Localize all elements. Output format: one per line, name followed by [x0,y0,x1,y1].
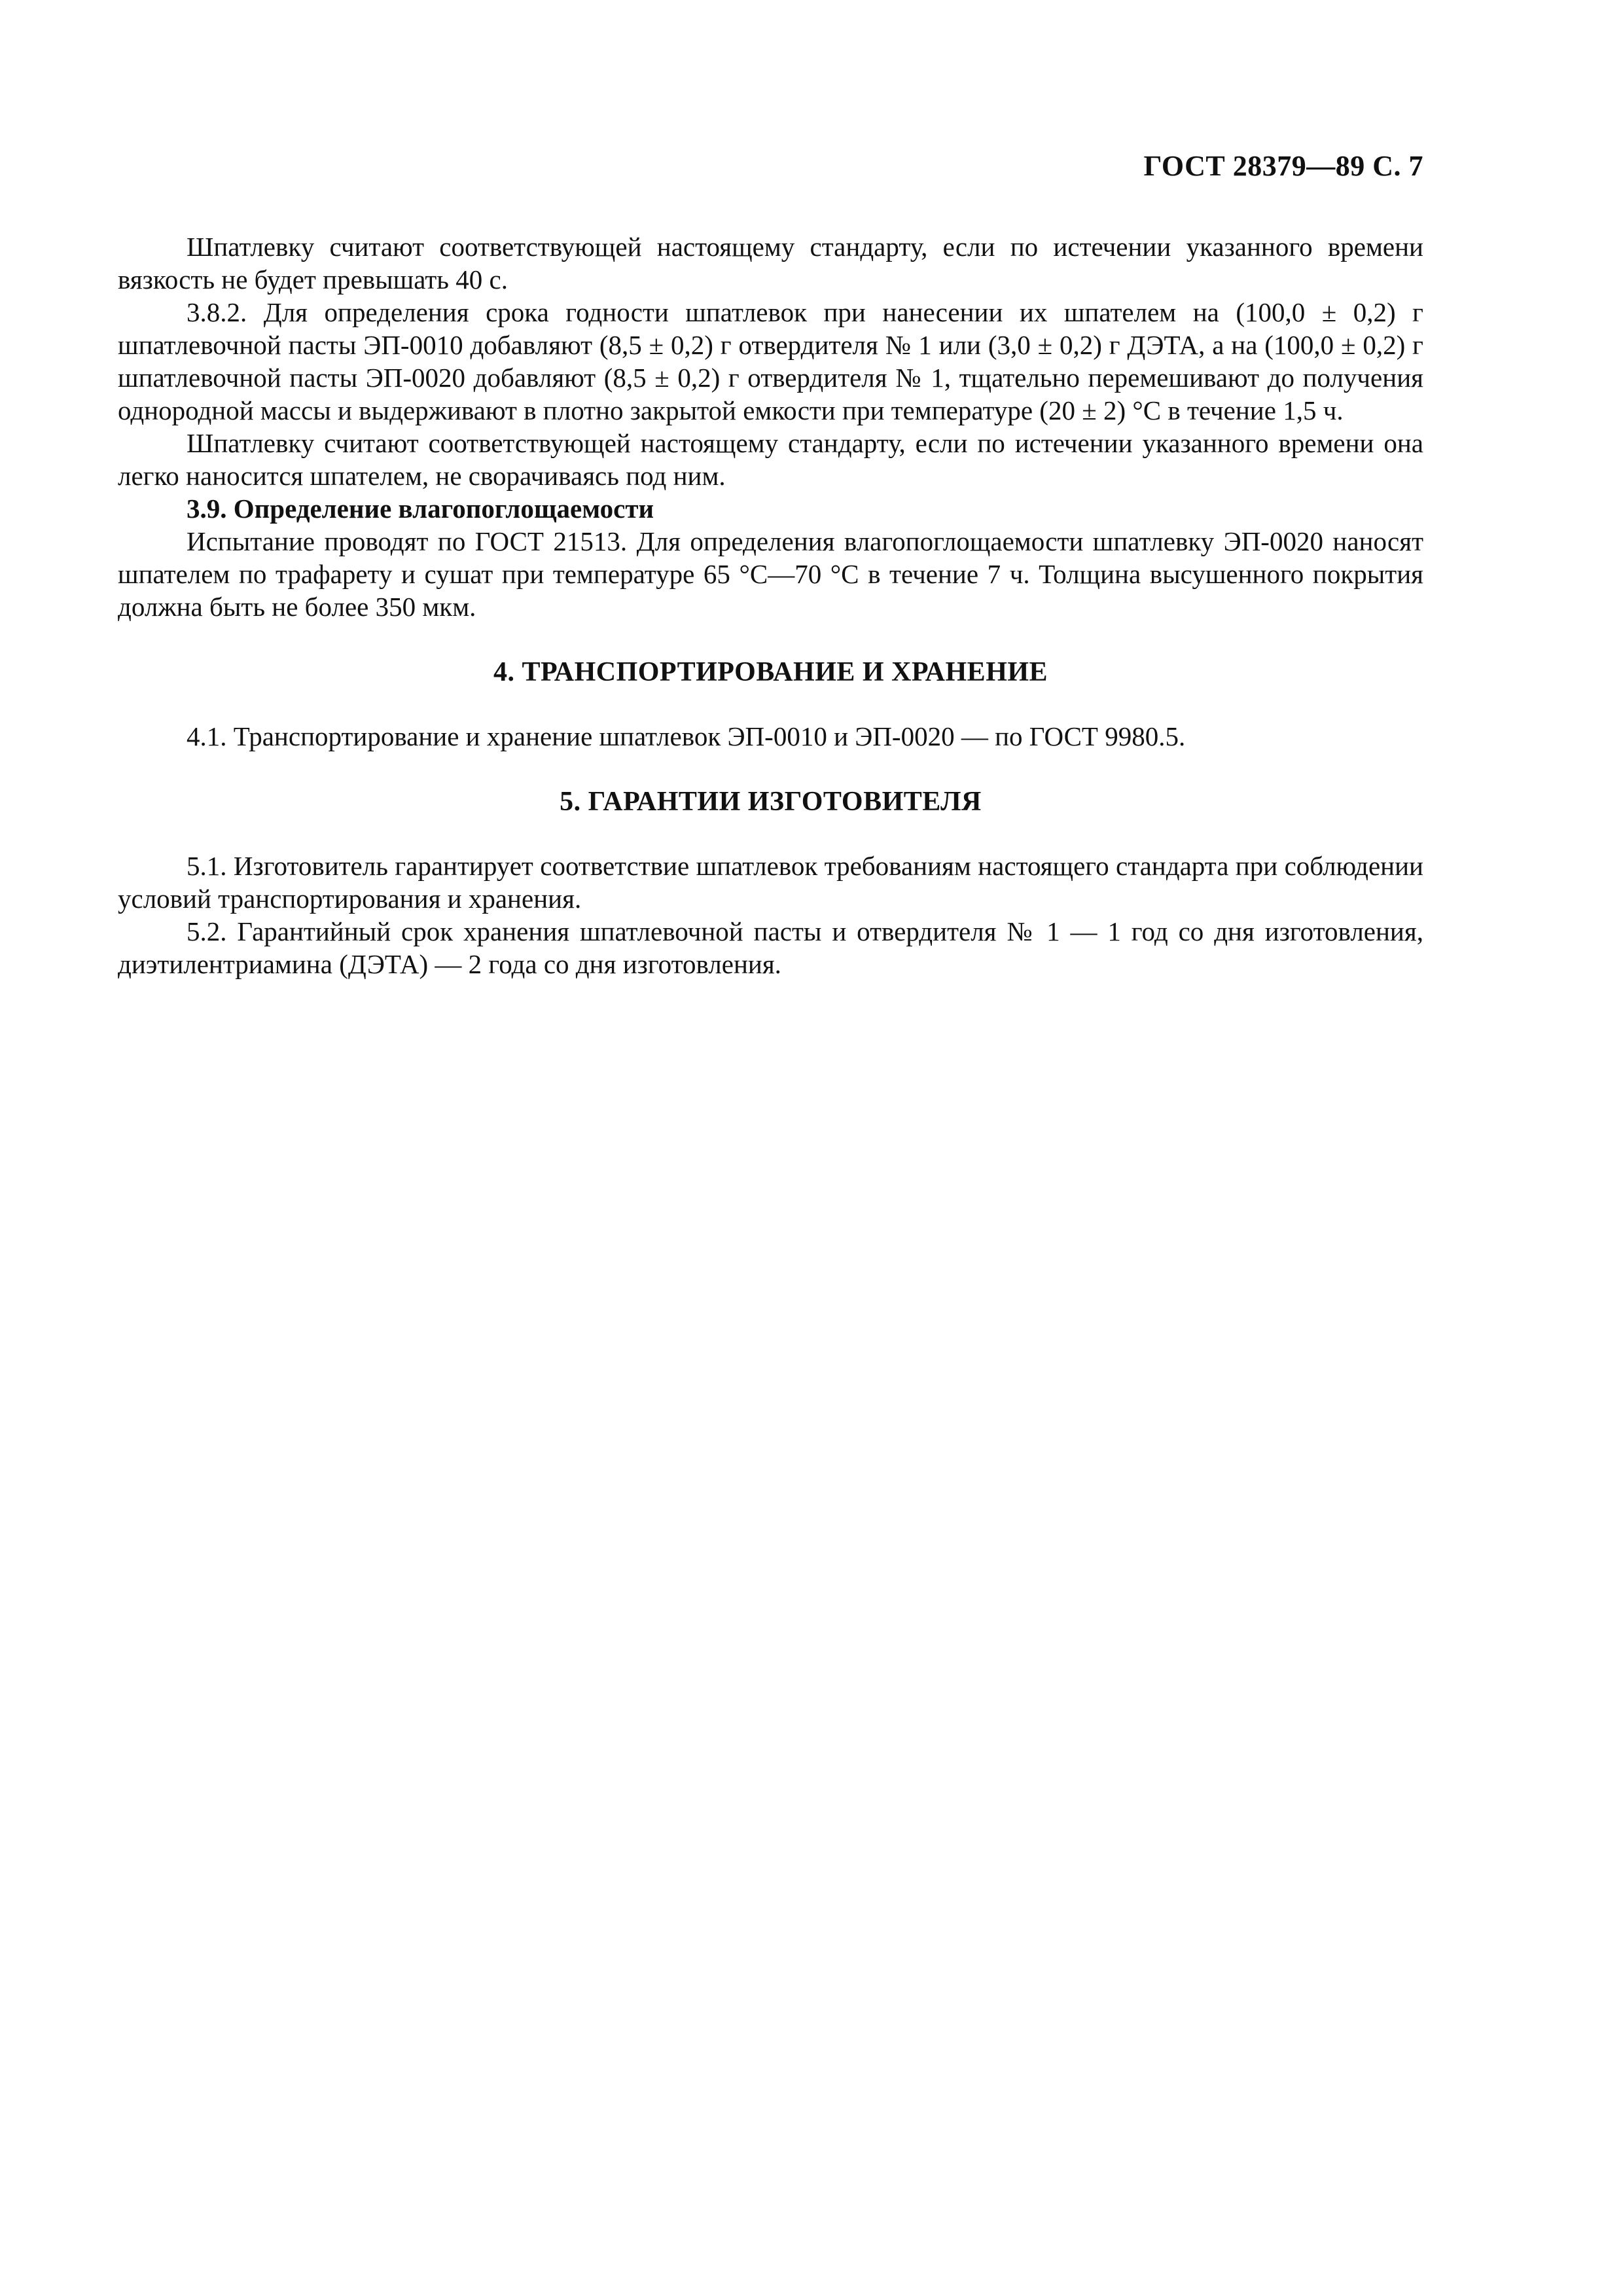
paragraph-shelf-life-conformity: Шпатлевку считают соответствующей настоящему стандарту, если по истечении указанного времени она легко наносится шпателем, не сворачиваясь под ним. [118,428,1423,491]
subheading-3-9: 3.9. Определение влагопоглощаемости [187,493,654,524]
section-4-title: 4. ТРАНСПОРТИРОВАНИЕ И ХРАНЕНИЕ [493,657,1048,687]
paragraph-viscosity-conformity: Шпатлевку считают соответствующей настоящему стандарту, если по истечении указанного времени вязкость не будет превышать 40 с. [118,232,1423,295]
section-5-title: 5. ГАРАНТИИ ИЗГОТОВИТЕЛЯ [560,787,982,817]
paragraph-moisture-absorption: Испытание проводят по ГОСТ 21513. Для определения влагопоглощаемости шпатлевку ЭП-0020 наносят шпателем по трафарету и сушат при температуре 65 °С—70 °С в течение 7 ч. Толщина высушенного покрытия должна быть не более 350 мкм. [118,526,1423,622]
document-body [118,230,1423,980]
paragraph-4-1: 4.1. Транспортирование и хранение шпатлевок ЭП-0010 и ЭП-0020 — по ГОСТ 9980.5. [187,721,1186,751]
paragraph-5-1: 5.1. Изготовитель гарантирует соответствие шпатлевок требованиям настоящего стандарта при соблюдении условий транспортирования и хранения. [118,851,1423,914]
paragraph-5-2: 5.2. Гарантийный срок хранения шпатлевочной пасты и отвердителя № 1 — 1 год со дня изготовления, диэтилентриамина (ДЭТА) — 2 года со дня изготовления. [118,916,1423,979]
paragraph-3-8-2: 3.8.2. Для определения срока годности шпатлевок при нанесении их шпателем на (100,0 ± 0,2) г шпатлевочной пасты ЭП-0010 добавляют (8,5 ± 0,2) г отвердителя № 1 или (3,0 ± 0,2) г ДЭТА, а на (100,0 ± 0,2) г шпатлевочной пасты ЭП-0020 добавляют (8,5 ± 0,2) г отвердителя № 1, тщательно перемешивают до получения однородной массы и выдерживают в плотно закрытой емкости при температуре (20 ± 2) °С в течение 1,5 ч. [118,297,1423,425]
page-header: ГОСТ 28379—89 С. 7 [1143,150,1423,182]
